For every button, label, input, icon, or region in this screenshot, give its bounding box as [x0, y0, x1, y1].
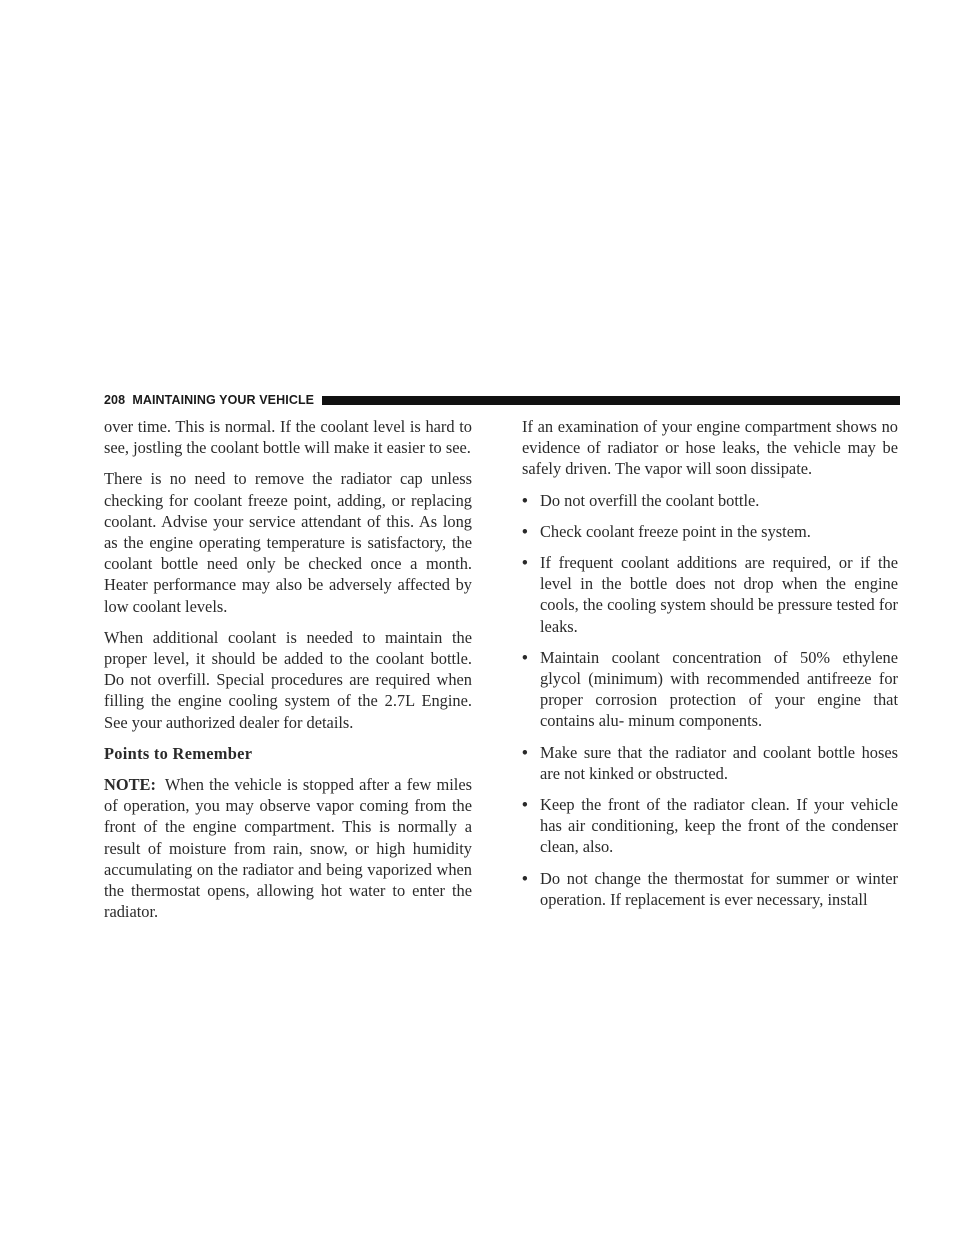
bullet-icon: • — [522, 490, 528, 510]
list-item-text: Maintain coolant concentration of 50% ethylene glycol (minimum) with recommended antifreeze for proper corrosion protection of your engine that contains alu- minum components. — [540, 647, 898, 731]
bullet-icon: • — [522, 521, 528, 541]
list-item — [522, 742, 898, 784]
page-header — [104, 390, 900, 410]
bullet-icon: • — [522, 742, 528, 762]
bullet-icon: • — [522, 647, 528, 667]
header-rule — [322, 396, 900, 405]
paragraph: There is no need to remove the radiator cap unless checking for coolant freeze point, adding, or replacing coolant. Advise your service attendant of this. As long as the engine operating temperature is satisfactory, the coolant bottle need only be checked once a month. Heater performance may also be adversely affected by low coolant levels. — [104, 469, 472, 616]
page-number: 208 — [104, 393, 126, 407]
header-label — [104, 393, 322, 407]
bullet-icon: • — [522, 553, 528, 573]
note-text: When the vehicle is stopped after a few miles of operation, you may observe vapor coming from the front of the engine compartment. This is normally a result of moisture from rain, snow, or high humidity accumulating on the radiator and being vaporized when the thermostat opens, allowing hot water to enter the radiator. — [104, 775, 472, 922]
list-item — [522, 552, 898, 637]
intro-paragraph: If an examination of your engine compartment shows no evidence of radiator or hose leaks, the vehicle may be safely driven. The vapor will soon dissipate. — [522, 417, 898, 479]
list-item-text: Make sure that the radiator and coolant bottle hoses are not kinked or obstructed. — [540, 742, 898, 783]
bullet-icon: • — [522, 868, 528, 888]
list-item — [522, 794, 898, 858]
left-column — [104, 416, 472, 932]
right-column — [522, 416, 898, 920]
list-item-text: Do not overfill the coolant bottle. — [540, 490, 760, 510]
list-item — [522, 490, 898, 511]
list-item-text: Keep the front of the radiator clean. If your vehicle has air conditioning, keep the front of the condenser clean, also. — [540, 795, 898, 857]
note-label: NOTE: — [104, 775, 156, 795]
list-item-text: Check coolant freeze point in the system. — [540, 521, 811, 541]
section-subheading: Points to Remember — [104, 743, 253, 763]
list-item — [522, 868, 898, 910]
list-item — [522, 521, 898, 542]
paragraph: over time. This is normal. If the coolant level is hard to see, jostling the coolant bottle will make it easier to see. — [104, 417, 472, 458]
bullet-icon: • — [522, 795, 528, 815]
paragraph: When additional coolant is needed to maintain the proper level, it should be added to the coolant bottle. Do not overfill. Special procedures are required when filling the engine cooling system of the 2.7L Engine. See your authorized dealer for details. — [104, 627, 472, 732]
note-paragraph — [104, 774, 472, 922]
bullet-list — [522, 490, 898, 910]
list-item — [522, 647, 898, 732]
list-item-text: Do not change the thermostat for summer or winter operation. If replacement is ever necessary, install — [540, 868, 898, 909]
section-title: MAINTAINING YOUR VEHICLE — [132, 393, 315, 407]
list-item-text: If frequent coolant additions are required, or if the level in the bottle does not drop when the engine cools, the cooling system should be pressure tested for leaks. — [540, 553, 898, 636]
